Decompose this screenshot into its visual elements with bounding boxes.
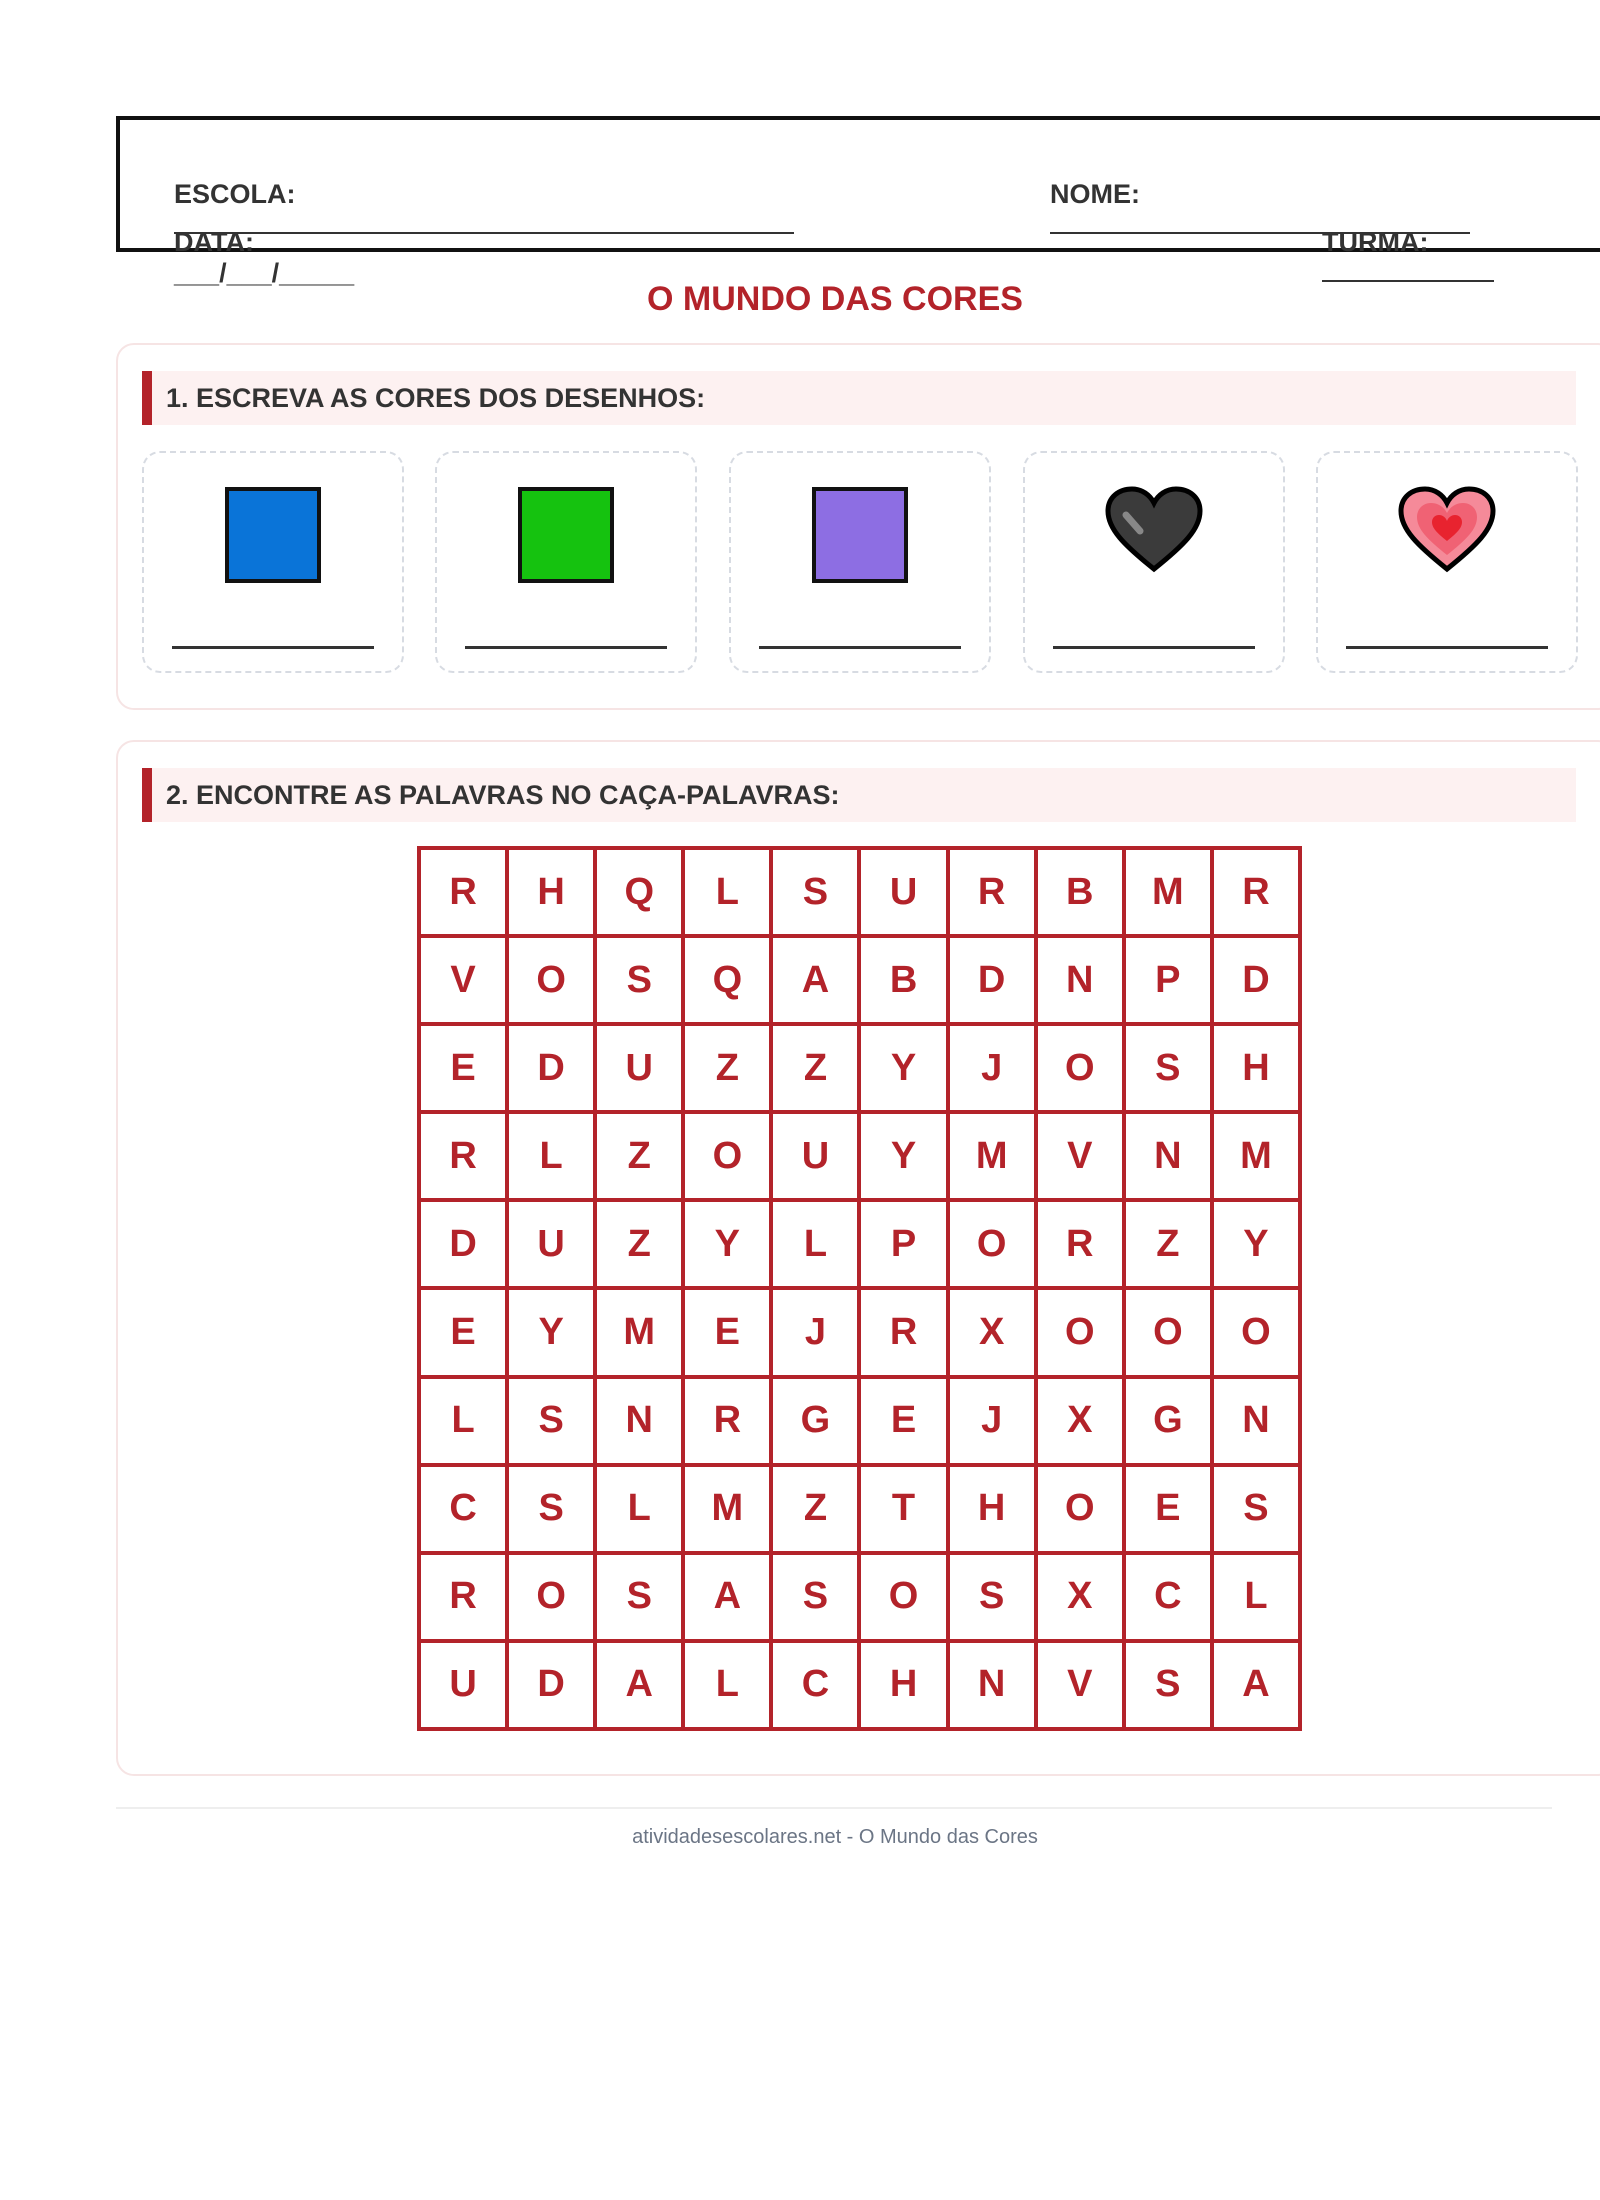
color-card xyxy=(435,451,697,673)
turma-label: TURMA: xyxy=(1322,227,1429,257)
grid-cell[interactable]: H xyxy=(859,1641,947,1729)
grid-cell[interactable]: A xyxy=(771,936,859,1024)
grid-cell[interactable]: S xyxy=(595,936,683,1024)
word-search-grid xyxy=(417,846,1302,1731)
grid-cell[interactable]: E xyxy=(683,1288,771,1376)
grid-cell[interactable]: E xyxy=(859,1377,947,1465)
grid-cell[interactable]: H xyxy=(948,1465,1036,1553)
grid-cell[interactable]: L xyxy=(683,1641,771,1729)
grid-cell[interactable]: S xyxy=(1124,1641,1212,1729)
grid-cell[interactable]: R xyxy=(683,1377,771,1465)
grid-cell[interactable]: O xyxy=(507,936,595,1024)
grid-cell[interactable]: D xyxy=(1212,936,1300,1024)
grid-cell[interactable]: V xyxy=(1036,1641,1124,1729)
grid-cell[interactable]: R xyxy=(419,1553,507,1641)
grid-cell[interactable]: E xyxy=(419,1288,507,1376)
grid-cell[interactable]: L xyxy=(419,1377,507,1465)
footer-text: atividadesescolares.net - O Mundo das Cores xyxy=(632,1826,1038,1848)
grid-cell[interactable]: O xyxy=(1036,1465,1124,1553)
grid-cell[interactable]: O xyxy=(1124,1288,1212,1376)
grid-cell[interactable]: O xyxy=(1036,1024,1124,1112)
grid-cell[interactable]: Z xyxy=(1124,1200,1212,1288)
grid-cell[interactable]: A xyxy=(1212,1641,1300,1729)
page-title: O MUNDO DAS CORES xyxy=(647,280,1023,318)
grid-cell[interactable]: J xyxy=(948,1024,1036,1112)
grid-cell[interactable]: L xyxy=(507,1112,595,1200)
grid-cell[interactable]: L xyxy=(595,1465,683,1553)
grid-cell[interactable]: Y xyxy=(859,1112,947,1200)
grid-cell[interactable]: G xyxy=(771,1377,859,1465)
grid-cell[interactable]: S xyxy=(771,848,859,936)
escola-label: ESCOLA: xyxy=(174,179,296,209)
answer-line[interactable] xyxy=(759,646,961,649)
answer-line[interactable] xyxy=(172,646,374,649)
square-icon xyxy=(225,487,321,583)
grid-cell[interactable]: O xyxy=(859,1553,947,1641)
grid-cell[interactable]: C xyxy=(771,1641,859,1729)
grid-cell[interactable]: R xyxy=(419,848,507,936)
grid-cell[interactable]: V xyxy=(1036,1112,1124,1200)
grid-cell[interactable]: O xyxy=(1212,1288,1300,1376)
grid-cell[interactable]: H xyxy=(1212,1024,1300,1112)
grid-cell[interactable]: A xyxy=(683,1553,771,1641)
grid-cell[interactable]: D xyxy=(948,936,1036,1024)
data-blanks[interactable]: ___/___/_____ xyxy=(174,258,355,288)
turma-blank[interactable] xyxy=(1322,258,1494,282)
grid-cell[interactable]: N xyxy=(948,1641,1036,1729)
grid-cell[interactable]: O xyxy=(948,1200,1036,1288)
grid-cell[interactable]: P xyxy=(859,1200,947,1288)
section2-heading: 2. ENCONTRE AS PALAVRAS NO CAÇA-PALAVRAS: xyxy=(142,768,1576,822)
section1-heading: 1. ESCREVA AS CORES DOS DESENHOS: xyxy=(142,371,1576,425)
grid-cell[interactable]: S xyxy=(948,1553,1036,1641)
grid-cell[interactable]: L xyxy=(683,848,771,936)
grid-cell[interactable]: Q xyxy=(595,848,683,936)
grid-cell[interactable]: T xyxy=(859,1465,947,1553)
grid-cell[interactable]: S xyxy=(771,1553,859,1641)
grid-cell[interactable]: N xyxy=(1036,936,1124,1024)
grid-cell[interactable]: L xyxy=(1212,1553,1300,1641)
grid-cell[interactable]: Z xyxy=(683,1024,771,1112)
nome-label: NOME: xyxy=(1050,179,1141,209)
grid-cell[interactable]: Y xyxy=(507,1288,595,1376)
grid-cell[interactable]: G xyxy=(1124,1377,1212,1465)
footer-divider xyxy=(116,1807,1552,1809)
grid-cell[interactable]: Z xyxy=(595,1200,683,1288)
grid-cell[interactable]: N xyxy=(595,1377,683,1465)
grid-cell[interactable]: C xyxy=(1124,1553,1212,1641)
grid-cell[interactable]: M xyxy=(683,1465,771,1553)
grid-cell[interactable]: X xyxy=(1036,1377,1124,1465)
grid-cell[interactable]: O xyxy=(683,1112,771,1200)
grid-cell[interactable]: D xyxy=(507,1641,595,1729)
square-icon xyxy=(518,487,614,583)
pink-heart-icon xyxy=(1397,485,1497,575)
grid-cell[interactable]: D xyxy=(507,1024,595,1112)
grid-cell[interactable]: R xyxy=(1212,848,1300,936)
square-icon xyxy=(812,487,908,583)
grid-cell[interactable]: Z xyxy=(771,1465,859,1553)
color-card xyxy=(1023,451,1285,673)
grid-cell[interactable]: U xyxy=(771,1112,859,1200)
grid-cell[interactable]: M xyxy=(948,1112,1036,1200)
grid-cell[interactable]: O xyxy=(507,1553,595,1641)
grid-cell[interactable]: S xyxy=(507,1465,595,1553)
grid-cell[interactable]: N xyxy=(1124,1112,1212,1200)
header-box xyxy=(116,116,1600,288)
grid-cell[interactable]: H xyxy=(507,848,595,936)
grid-cell[interactable]: X xyxy=(948,1288,1036,1376)
grid-cell[interactable]: R xyxy=(859,1288,947,1376)
answer-line[interactable] xyxy=(1053,646,1255,649)
color-card xyxy=(1316,451,1578,673)
grid-cell[interactable]: S xyxy=(507,1377,595,1465)
grid-cell[interactable]: C xyxy=(419,1465,507,1553)
grid-cell[interactable]: Y xyxy=(1212,1200,1300,1288)
grid-cell[interactable]: S xyxy=(1124,1024,1212,1112)
grid-cell[interactable]: J xyxy=(948,1377,1036,1465)
data-label: DATA: xyxy=(174,227,254,257)
answer-line[interactable] xyxy=(1346,646,1548,649)
grid-cell[interactable]: Z xyxy=(771,1024,859,1112)
grid-cell[interactable]: Q xyxy=(683,936,771,1024)
grid-cell[interactable]: U xyxy=(507,1200,595,1288)
grid-cell[interactable]: U xyxy=(859,848,947,936)
answer-line[interactable] xyxy=(465,646,667,649)
grid-cell[interactable]: M xyxy=(1124,848,1212,936)
grid-cell[interactable]: P xyxy=(1124,936,1212,1024)
grid-cell[interactable]: R xyxy=(419,1112,507,1200)
grid-cell[interactable]: U xyxy=(595,1024,683,1112)
black-heart-icon xyxy=(1104,485,1204,575)
grid-cell[interactable]: S xyxy=(595,1553,683,1641)
grid-cell[interactable]: M xyxy=(1212,1112,1300,1200)
grid-cell[interactable]: V xyxy=(419,936,507,1024)
grid-cell[interactable]: A xyxy=(595,1641,683,1729)
grid-cell[interactable]: N xyxy=(1212,1377,1300,1465)
grid-cell[interactable]: M xyxy=(595,1288,683,1376)
grid-cell[interactable]: J xyxy=(771,1288,859,1376)
grid-cell[interactable]: Y xyxy=(683,1200,771,1288)
grid-cell[interactable]: E xyxy=(1124,1465,1212,1553)
grid-cell[interactable]: R xyxy=(948,848,1036,936)
grid-cell[interactable]: O xyxy=(1036,1288,1124,1376)
grid-cell[interactable]: R xyxy=(1036,1200,1124,1288)
color-card xyxy=(729,451,991,673)
grid-cell[interactable]: D xyxy=(419,1200,507,1288)
grid-cell[interactable]: U xyxy=(419,1641,507,1729)
grid-cell[interactable]: X xyxy=(1036,1553,1124,1641)
grid-cell[interactable]: Z xyxy=(595,1112,683,1200)
grid-cell[interactable]: B xyxy=(859,936,947,1024)
section-colors xyxy=(116,343,1600,710)
grid-cell[interactable]: Y xyxy=(859,1024,947,1112)
grid-cell[interactable]: L xyxy=(771,1200,859,1288)
color-card xyxy=(142,451,404,673)
grid-cell[interactable]: E xyxy=(419,1024,507,1112)
grid-cell[interactable]: B xyxy=(1036,848,1124,936)
grid-cell[interactable]: S xyxy=(1212,1465,1300,1553)
